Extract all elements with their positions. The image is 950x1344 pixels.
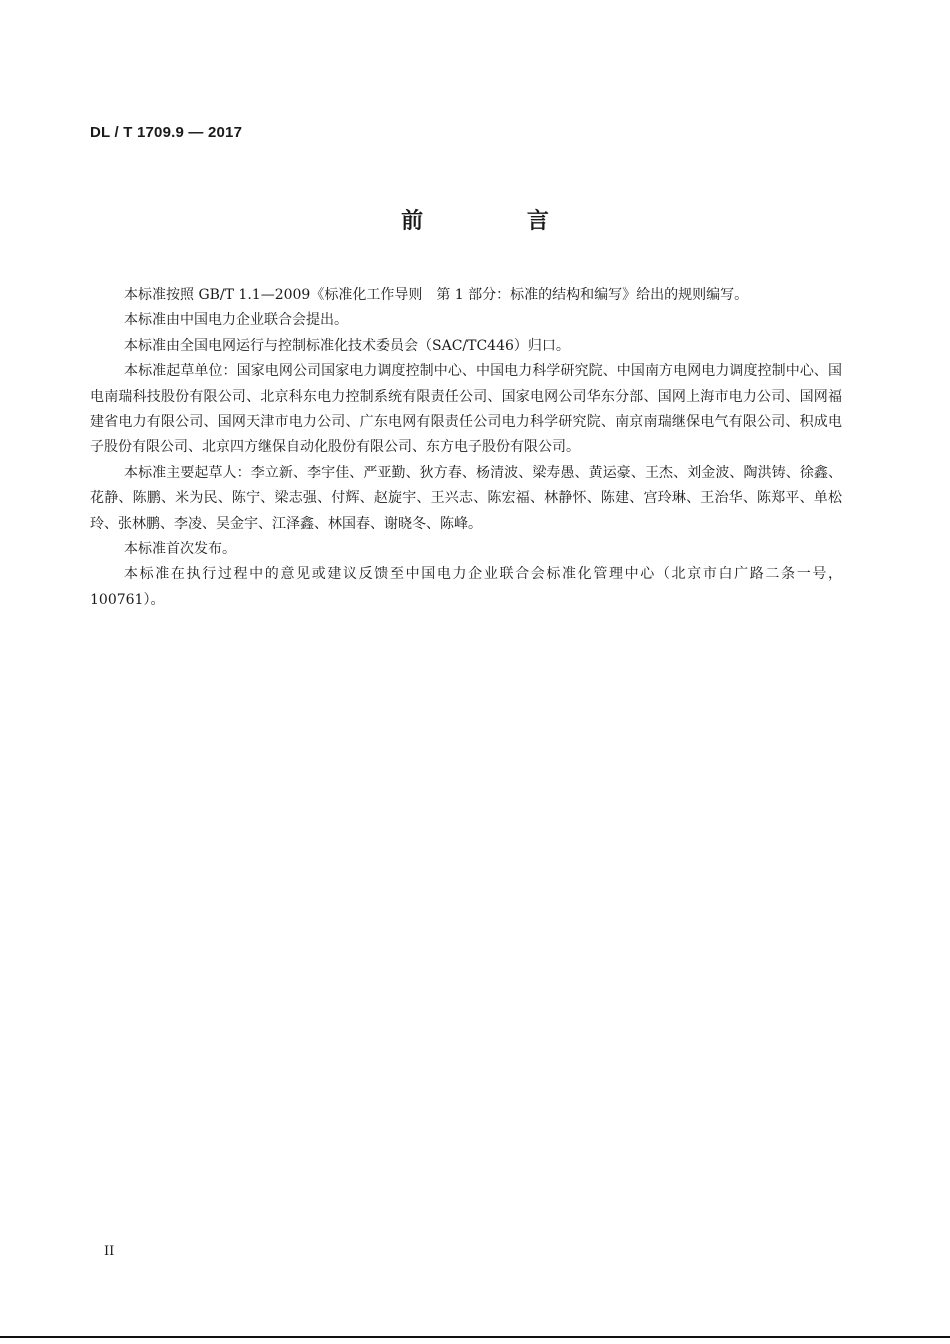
- page-number: II: [104, 1244, 115, 1259]
- foreword-body: [90, 283, 842, 613]
- paragraph-feedback: 本标准在执行过程中的意见或建议反馈至中国电力企业联合会标准化管理中心（北京市白广路二条一号，100761）。: [90, 566, 842, 608]
- paragraph-drafters: 本标准主要起草人：李立新、李宇佳、严亚勤、狄方春、杨清波、梁寿愚、黄运豪、王杰、刘金波、陶洪铸、徐鑫、花静、陈鹏、米为民、陈宁、梁志强、付辉、赵旋宇、王兴志、陈宏福、林静怀、陈建、宫玲琳、王治华、陈郑平、单松玲、张林鹏、李凌、吴金宇、江泽鑫、林国春、谢晓冬、陈峰。: [90, 464, 842, 532]
- page-title: 前 言: [401, 209, 597, 234]
- standard-code: DL / T 1709.9 — 2017: [90, 124, 243, 141]
- paragraph-proposer: 本标准由中国电力企业联合会提出。: [124, 312, 348, 329]
- paragraph-drafting-units: 本标准起草单位：国家电网公司国家电力调度控制中心、中国电力科学研究院、中国南方电网电力调度控制中心、国电南瑞科技股份有限公司、北京科东电力控制系统有限责任公司、国家电网公司华东分部、国网上海市电力公司、国网福建省电力有限公司、国网天津市电力公司、广东电网有限责任公司电力科学研究院、南京南瑞继保电气有限公司、积成电子股份有限公司、北京四方继保自动化股份有限公司、东方电子股份有限公司。: [90, 363, 842, 456]
- paragraph-first-release: 本标准首次发布。: [124, 541, 236, 558]
- bottom-rule: [0, 1336, 950, 1338]
- paragraph-drafting-rules: 本标准按照 GB/T 1.1—2009《标准化工作导则 第 1 部分：标准的结构和编写》给出的规则编写。: [124, 287, 749, 303]
- paragraph-committee: 本标准由全国电网运行与控制标准化技术委员会（SAC/TC446）归口。: [124, 337, 570, 354]
